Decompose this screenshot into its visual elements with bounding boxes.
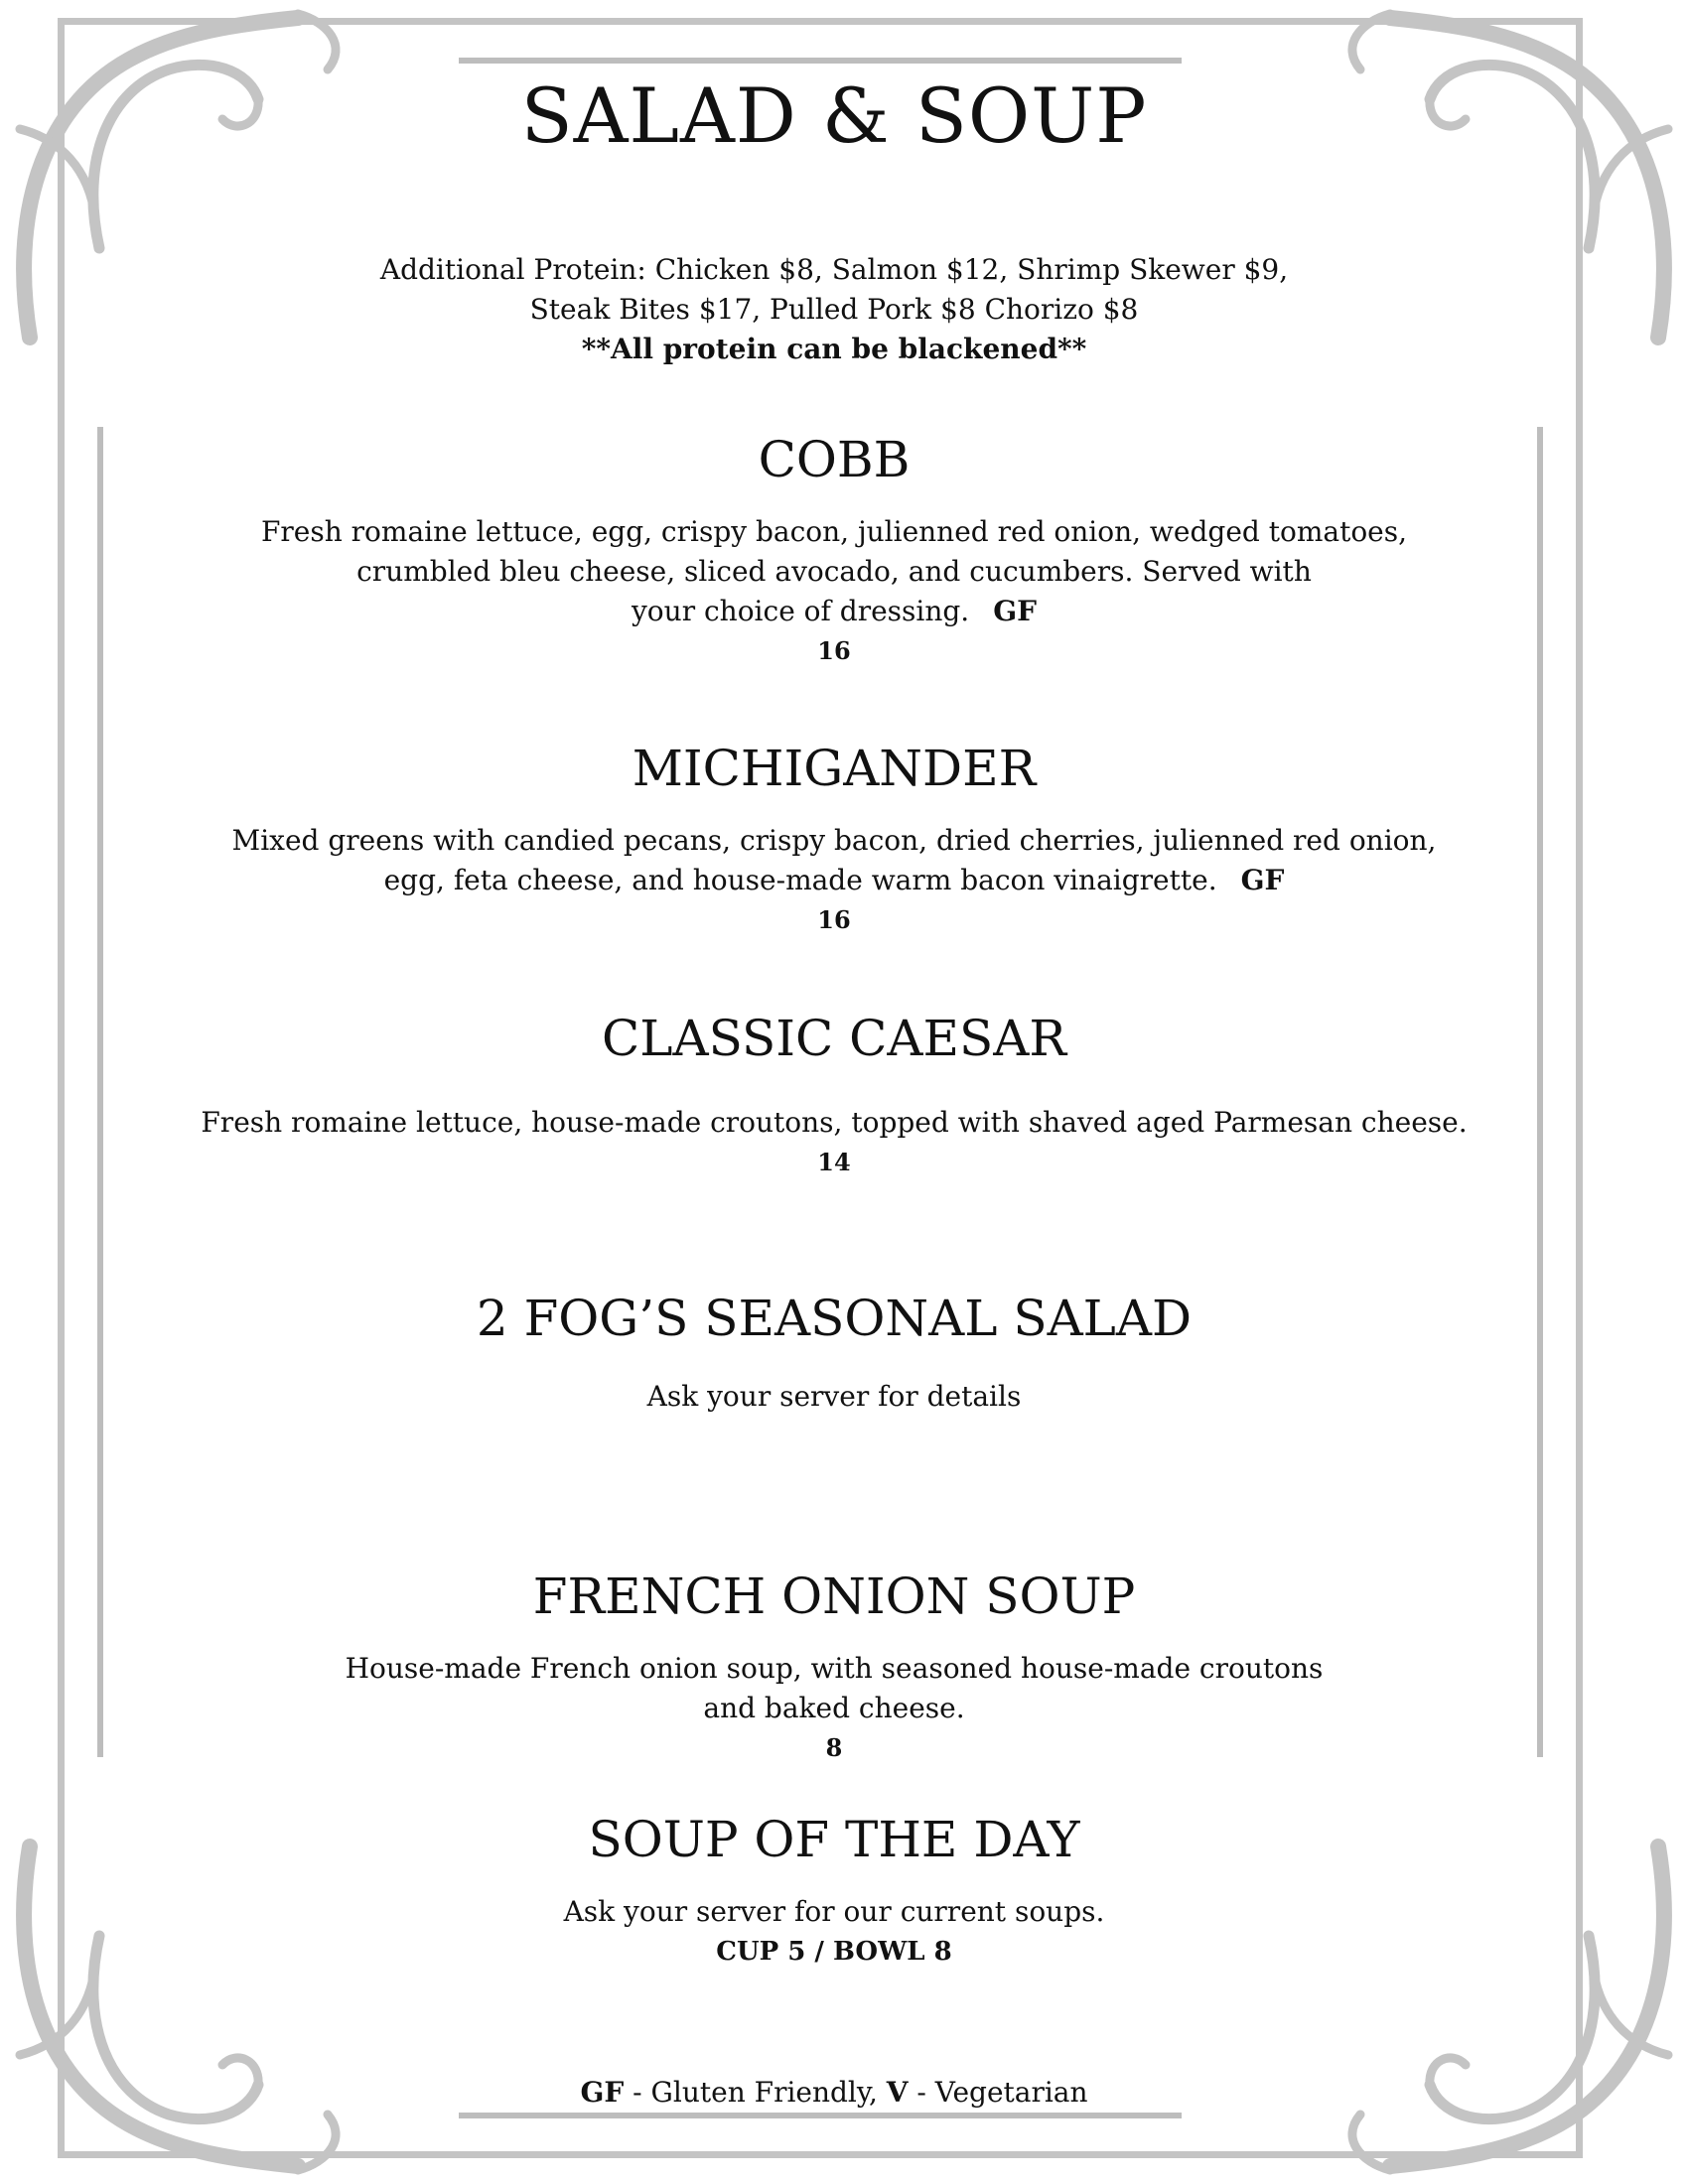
item-price: 16 — [817, 905, 851, 934]
item-description — [139, 1649, 1529, 1728]
protein-line-1: Additional Protein: Chicken $8, Salmon $12, Shrimp Skewer $9, — [379, 253, 1289, 286]
menu-item-classic-caesar — [139, 1008, 1529, 1180]
item-name: 2 FOG’S SEASONAL SALAD — [476, 1290, 1193, 1347]
bottom-divider-rule — [459, 2113, 1182, 2118]
desc-line-text: your choice of dressing. — [631, 595, 970, 627]
item-description — [139, 1892, 1529, 1932]
item-price: CUP 5 / BOWL 8 — [716, 1937, 952, 1967]
menu-item-soup-of-the-day — [139, 1809, 1529, 1970]
desc-line: Fresh romaine lettuce, egg, crispy bacon, julienned red onion, wedged tomatoes, — [260, 515, 1408, 548]
item-name: FRENCH ONION SOUP — [532, 1568, 1136, 1625]
item-name: MICHIGANDER — [632, 740, 1037, 797]
desc-line: Ask your server for our current soups. — [563, 1895, 1105, 1928]
item-price: 16 — [817, 636, 851, 665]
desc-line: House-made French onion soup, with seasoned house-made croutons — [345, 1652, 1324, 1685]
item-price: 14 — [817, 1148, 851, 1176]
left-inner-rule — [97, 427, 103, 1757]
legend-v-code: V — [886, 2076, 909, 2109]
gf-tag: GF — [1240, 864, 1285, 896]
desc-line — [139, 592, 1529, 631]
item-description — [139, 1103, 1529, 1143]
desc-line: and baked cheese. — [703, 1692, 965, 1724]
item-description — [139, 512, 1529, 631]
right-inner-rule — [1537, 427, 1543, 1757]
item-name: COBB — [758, 431, 911, 488]
page-title: SALAD & SOUP — [520, 71, 1148, 160]
menu-item-michigander — [139, 738, 1529, 938]
menu-item-cobb — [139, 429, 1529, 669]
desc-line: Mixed greens with candied pecans, crispy bacon, dried cherries, julienned red onion, — [231, 824, 1437, 857]
legend-gf-code: GF — [580, 2076, 625, 2109]
desc-line: Fresh romaine lettuce, house-made croutons, topped with shaved aged Parmesan cheese. — [201, 1106, 1468, 1139]
item-description — [139, 821, 1529, 900]
legend-gf-text: - Gluten Friendly, — [624, 2076, 887, 2109]
item-description — [139, 1377, 1529, 1417]
desc-line — [139, 861, 1529, 900]
menu-item-seasonal-salad — [139, 1288, 1529, 1417]
menu-item-french-onion-soup — [139, 1566, 1529, 1766]
protein-note: **All protein can be blackened** — [581, 333, 1087, 365]
top-divider-rule — [459, 58, 1182, 64]
desc-line: Ask your server for details — [646, 1380, 1022, 1413]
gf-tag: GF — [993, 595, 1038, 627]
protein-line-2: Steak Bites $17, Pulled Pork $8 Chorizo $8 — [529, 293, 1139, 326]
item-price: 8 — [825, 1733, 843, 1762]
additional-protein-info — [139, 250, 1529, 369]
dietary-legend — [139, 2075, 1529, 2111]
desc-line-text: egg, feta cheese, and house-made warm bacon vinaigrette. — [383, 864, 1217, 896]
item-name: CLASSIC CAESAR — [602, 1010, 1066, 1067]
desc-line: crumbled bleu cheese, sliced avocado, and cucumbers. Served with — [356, 555, 1312, 588]
item-name: SOUP OF THE DAY — [588, 1811, 1080, 1868]
legend-v-text: - Vegetarian — [908, 2076, 1088, 2109]
